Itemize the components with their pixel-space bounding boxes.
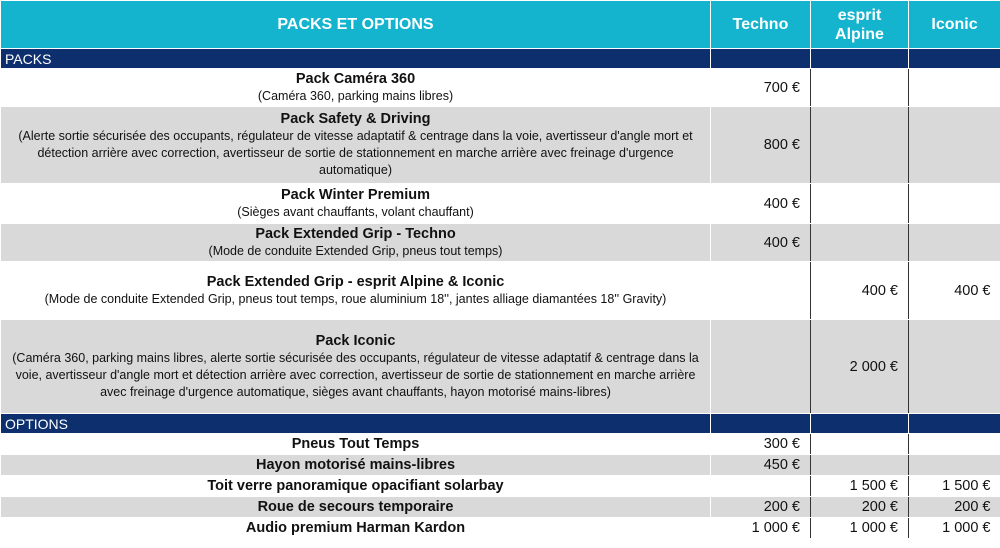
pack-description: (Sièges avant chauffants, volant chauffant) [237,204,474,219]
pack-description: (Caméra 360, parking mains libres) [257,88,454,103]
price-iconic: 200 € [909,497,1000,518]
price-techno: 800 € [711,107,811,184]
price-alpine [811,455,909,476]
price-iconic: 1 500 € [909,476,1000,497]
table-row [1,476,1000,497]
price-techno: 400 € [711,224,811,262]
table-row [1,107,1000,184]
column-esprit-alpine [811,1,909,49]
price-techno [711,262,811,320]
price-iconic [909,69,1000,107]
price-alpine: 1 000 € [811,518,909,539]
table-row [1,497,1000,518]
option-name: Audio premium Harman Kardon [1,518,711,539]
section-packs [1,49,1000,69]
table-row [1,518,1000,539]
pack-description: (Caméra 360, parking mains libres, alerte sortie sécurisée des occupants, régulateur de vitesse adaptatif & centrage dans la voie, avertisseur d'angle mort et détection arrière avec correction, avertisseur de sortie de stationnement en marche arrière avec freinage d'urgence automatique, sièges avant chauffants, hayon motorisé mains-libres) [12,350,699,399]
table-row [1,262,1000,320]
section-packs-label: PACKS [1,49,711,69]
price-alpine: 2 000 € [811,320,909,414]
price-alpine [811,224,909,262]
price-alpine [811,184,909,224]
column-esprit-alpine-label: esprit Alpine [835,6,884,43]
price-techno: 450 € [711,455,811,476]
pack-name: Pack Safety & Driving [280,111,431,127]
pack-cell [1,320,711,414]
price-techno: 200 € [711,497,811,518]
table-row [1,320,1000,414]
price-iconic [909,434,1000,455]
option-name: Roue de secours temporaire [1,497,711,518]
price-iconic [909,184,1000,224]
price-alpine: 1 500 € [811,476,909,497]
section-options-label: OPTIONS [1,414,711,434]
price-iconic: 1 000 € [909,518,1000,539]
price-techno [711,476,811,497]
table-row [1,184,1000,224]
pack-name: Pack Extended Grip - esprit Alpine & Iconic [206,273,505,290]
section-options [1,414,1000,434]
table-row [1,69,1000,107]
table-row [1,224,1000,262]
price-alpine [811,434,909,455]
price-alpine [811,107,909,184]
price-alpine: 200 € [811,497,909,518]
table-title: PACKS ET OPTIONS [1,1,711,49]
price-alpine [811,69,909,107]
pack-cell [1,69,711,107]
pack-cell [1,107,711,184]
price-techno: 400 € [711,184,811,224]
pack-description: (Mode de conduite Extended Grip, pneus tout temps, roue aluminium 18'', jantes alliage diamantées 18'' Gravity) [44,291,667,306]
pack-description: (Mode de conduite Extended Grip, pneus tout temps) [208,243,503,258]
pack-cell [1,224,711,262]
pack-cell [1,262,711,320]
price-techno: 700 € [711,69,811,107]
price-techno [711,320,811,414]
table-header [1,1,1000,49]
pack-name: Pack Iconic [315,332,396,349]
pack-name: Pack Caméra 360 [295,70,416,87]
column-iconic: Iconic [909,1,1000,49]
table-row [1,434,1000,455]
column-techno: Techno [711,1,811,49]
option-name: Pneus Tout Temps [1,434,711,455]
price-iconic: 400 € [909,262,1000,320]
option-name: Hayon motorisé mains-libres [1,455,711,476]
pack-name: Pack Extended Grip - Techno [255,225,456,242]
price-iconic [909,224,1000,262]
price-alpine: 400 € [811,262,909,320]
pack-description: (Alerte sortie sécurisée des occupants, régulateur de vitesse adaptatif & centrage dans la voie, avertisseur d'angle mort et détection arrière avec correction, avertisseur de sortie de stationnement en marche arrière avec freinage d'urgence automatique) [18,129,693,177]
price-techno: 1 000 € [711,518,811,539]
price-iconic [909,107,1000,184]
option-name: Toit verre panoramique opacifiant solarbay [1,476,711,497]
price-techno: 300 € [711,434,811,455]
price-iconic [909,455,1000,476]
pack-cell [1,184,711,224]
table-row [1,455,1000,476]
price-iconic [909,320,1000,414]
pack-name: Pack Winter Premium [281,186,430,203]
